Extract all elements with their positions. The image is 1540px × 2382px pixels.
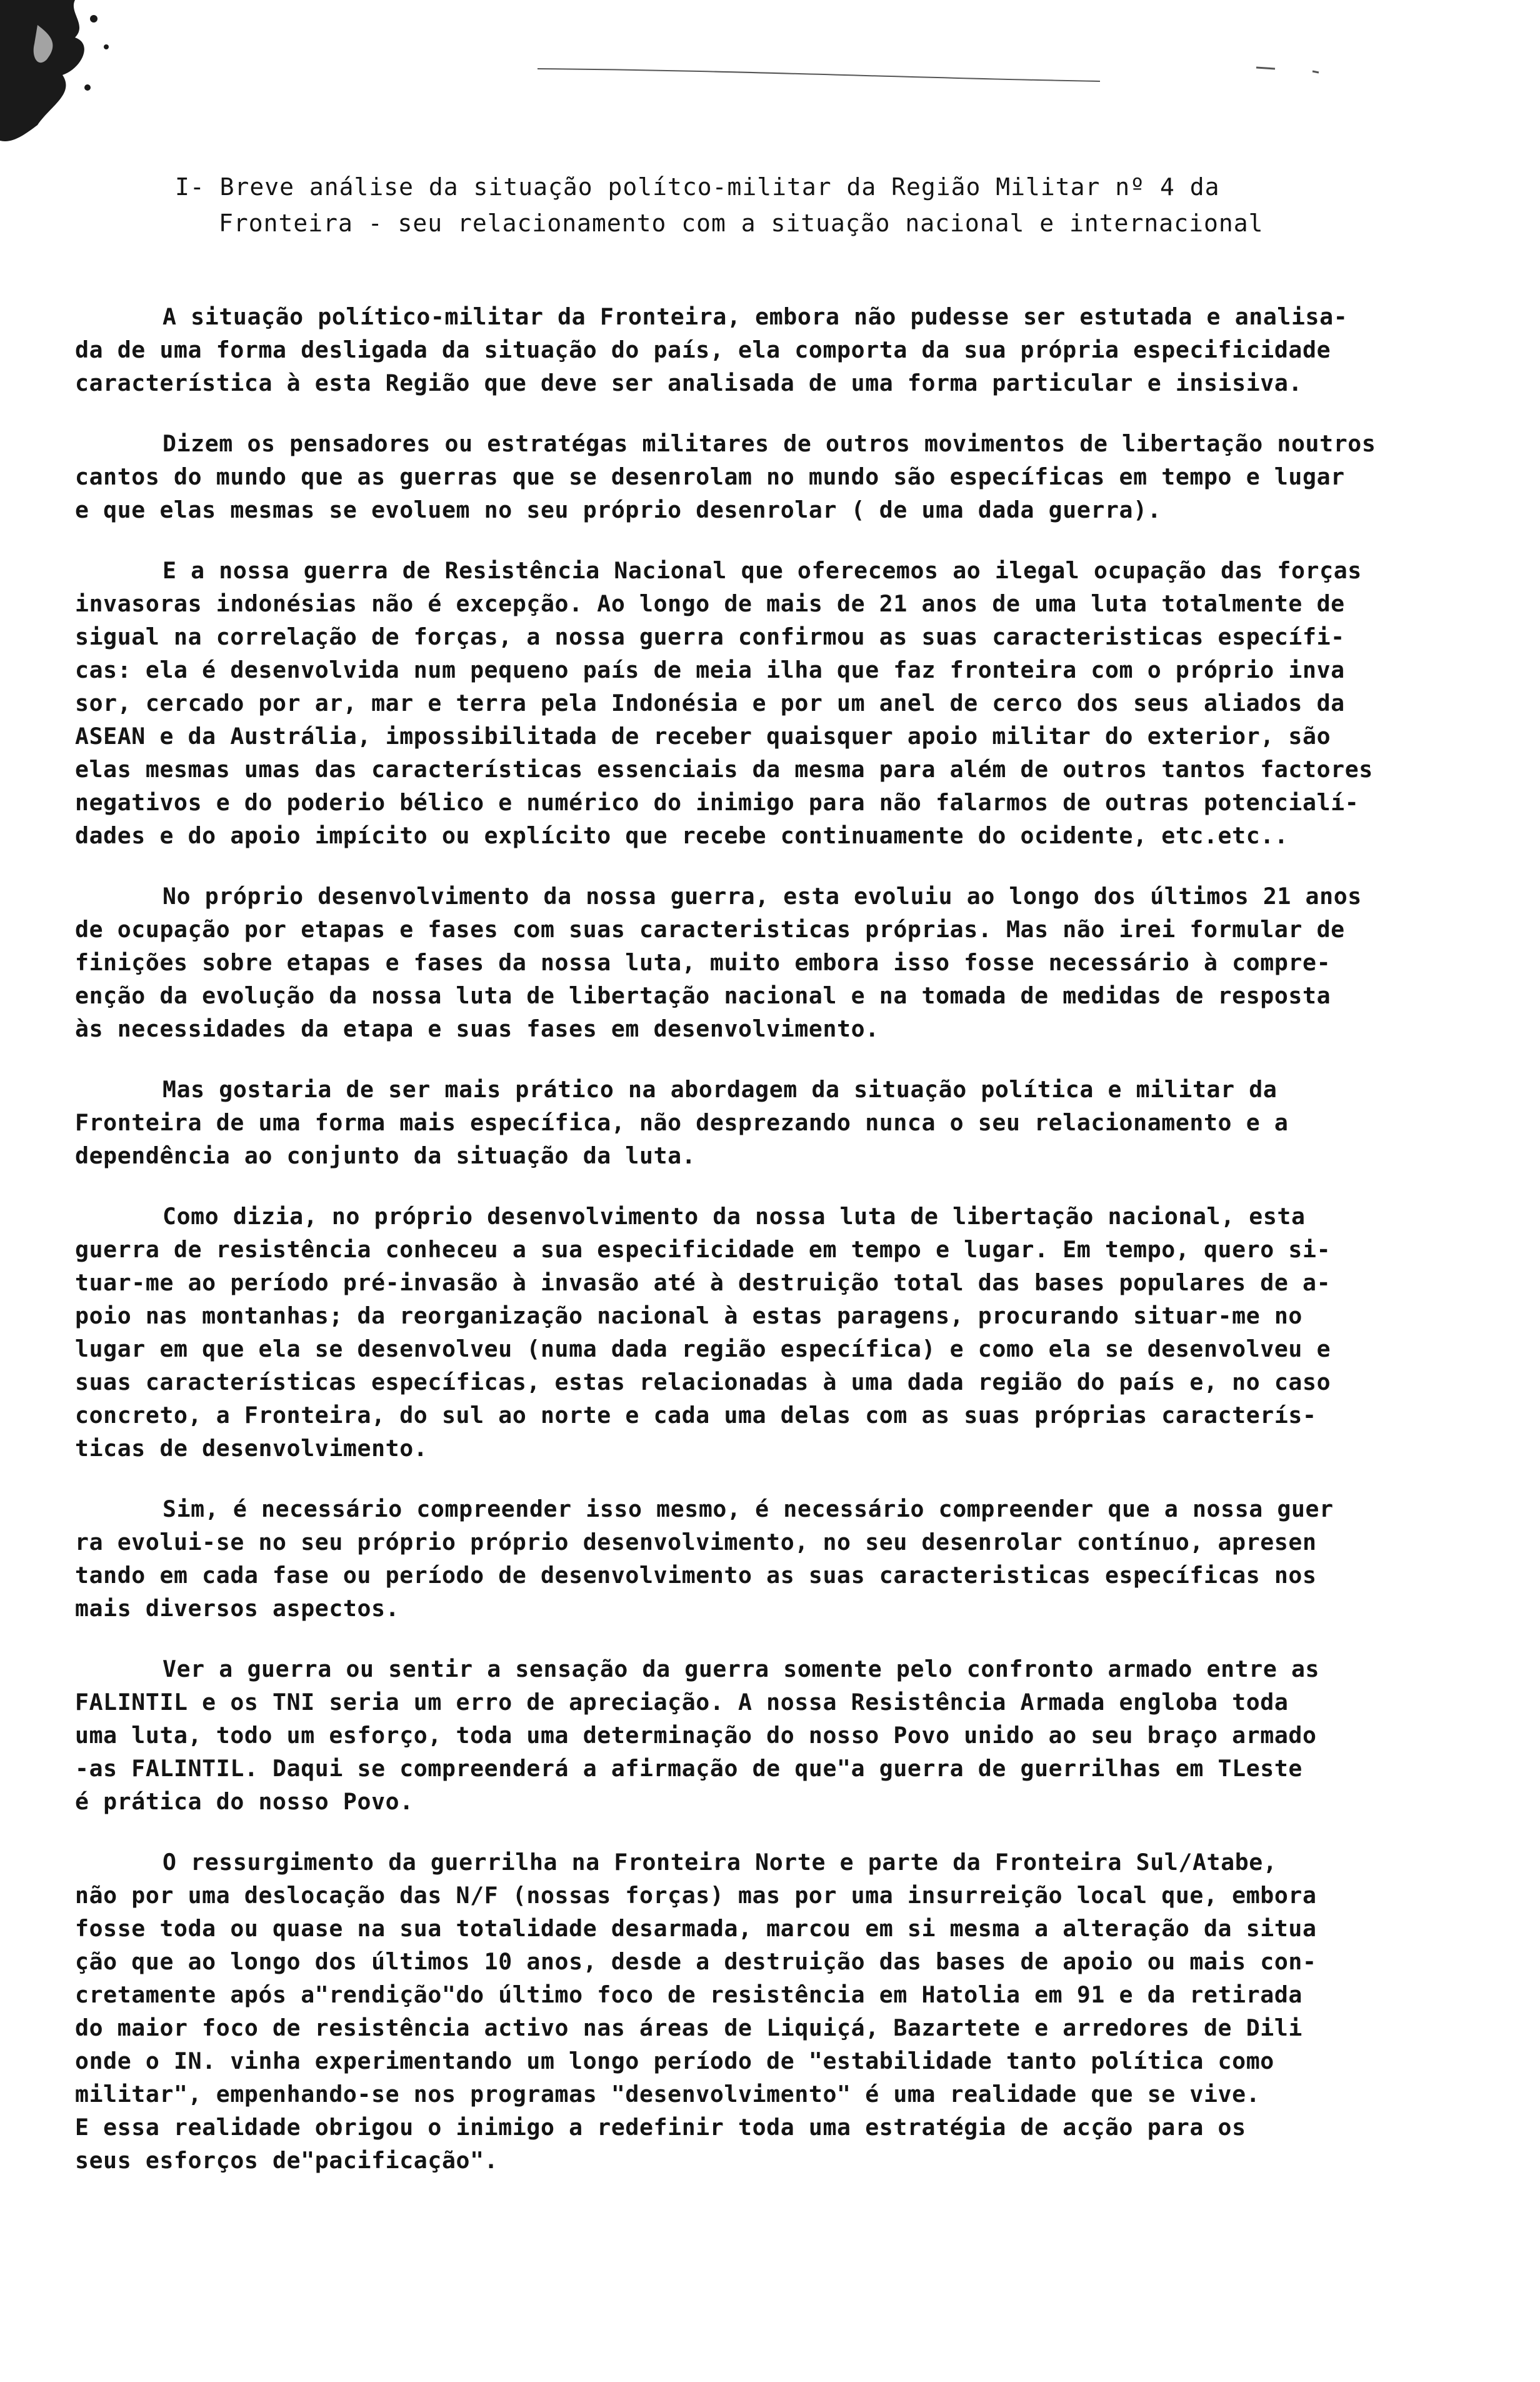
paragraph (75, 554, 1481, 852)
heading-line-2: Fronteira - seu relacionamento com a situação nacional e internacional (219, 209, 1264, 237)
text-line: FALINTIL e os TNI seria um erro de apreciação. A nossa Resistência Armada engloba toda (75, 1689, 1289, 1716)
text-line: cas: ela é desenvolvida num pequeno país de meia ilha que faz fronteira com o próprio inva (75, 656, 1345, 683)
heading-line-1: I- Breve análise da situação polítco-militar da Região Militar nº 4 da (175, 173, 1220, 201)
paragraph (75, 1200, 1481, 1465)
text-line: tuar-me ao período pré-invasão à invasão até à destruição total das bases populares de a- (75, 1269, 1331, 1296)
text-line: não por uma deslocação das N/F (nossas forças) mas por uma insurreição local que, embora (75, 1882, 1317, 1909)
text-line: concreto, a Fronteira, do sul ao norte e cada uma delas com as suas próprias caracterís- (75, 1402, 1317, 1429)
text-line: Sim, é necessário compreender isso mesmo, é necessário compreender que a nossa guer (162, 1495, 1334, 1522)
text-line: finições sobre etapas e fases da nossa luta, muito embora isso fosse necessário à compre- (75, 949, 1331, 976)
text-line: característica à esta Região que deve ser analisada de uma forma particular e insisiva. (75, 369, 1303, 396)
text-line: Ver a guerra ou sentir a sensação da guerra somente pelo confronto armado entre as (162, 1656, 1320, 1682)
text-line: O ressurgimento da guerrilha na Fronteira Norte e parte da Fronteira Sul/Atabe, (162, 1849, 1278, 1876)
text-line: fosse toda ou quase na sua totalidade desarmada, marcou em si mesma a alteração da situa (75, 1915, 1317, 1942)
text-line: tando em cada fase ou período de desenvolvimento as suas caracteristicas específicas nos (75, 1562, 1317, 1589)
paragraph (75, 1492, 1481, 1625)
text-line: mais diversos aspectos. (75, 1595, 400, 1622)
text-line: militar", empenhando-se nos programas "desenvolvimento" é uma realidade que se vive. (75, 2081, 1261, 2108)
ink-smudge (0, 0, 119, 144)
text-line: -as FALINTIL. Daqui se compreenderá a afirmação de que"a guerra de guerrilhas em TLeste (75, 1755, 1303, 1782)
text-line: e que elas mesmas se evoluem no seu próprio desenrolar ( de uma dada guerra). (75, 496, 1162, 523)
text-line: No próprio desenvolvimento da nossa guerra, esta evoluiu ao longo dos últimos 21 anos (162, 883, 1362, 910)
scratch-mark (538, 63, 1350, 88)
text-line: ção que ao longo dos últimos 10 anos, desde a destruição das bases de apoio ou mais con- (75, 1948, 1317, 1975)
text-line: onde o IN. vinha experimentando um longo período de "estabilidade tanto política como (75, 2048, 1274, 2074)
text-line: lugar em que ela se desenvolveu (numa dada região específica) e como ela se desenvolveu e (75, 1335, 1331, 1362)
paragraph (75, 1652, 1481, 1818)
text-line: cantos do mundo que as guerras que se desenrolam no mundo são específicas em tempo e lugar (75, 463, 1345, 490)
text-line: uma luta, todo um esforço, toda uma determinação do nosso Povo unido ao seu braço armado (75, 1722, 1317, 1749)
text-line: E essa realidade obrigou o inimigo a redefinir toda uma estratégia de acção para os (75, 2114, 1246, 2141)
text-line: do maior foco de resistência activo nas áreas de Liquiçá, Bazartete e arredores de Dili (75, 2014, 1303, 2041)
text-line: sor, cercado por ar, mar e terra pela Indonésia e por um anel de cerco dos seus aliados da (75, 690, 1345, 716)
paragraph (75, 300, 1481, 400)
text-line: poio nas montanhas; da reorganização nacional à estas paragens, procurando situar-me no (75, 1302, 1303, 1329)
text-line: elas mesmas umas das características essenciais da mesma para além de outros tantos factores (75, 756, 1373, 783)
text-line: ra evolui-se no seu próprio próprio desenvolvimento, no seu desenrolar contínuo, apresen (75, 1529, 1317, 1555)
text-line: da de uma forma desligada da situação do país, ela comporta da sua própria especificidade (75, 336, 1331, 363)
text-line: sigual na correlação de forças, a nossa guerra confirmou as suas caracteristicas específi- (75, 623, 1345, 650)
text-line: Mas gostaria de ser mais prático na abordagem da situação política e militar da (162, 1076, 1278, 1103)
text-line: A situação político-militar da Fronteira, embora não pudesse ser estutada e analisa- (162, 303, 1348, 330)
text-line: dependência ao conjunto da situação da luta. (75, 1142, 696, 1169)
text-line: às necessidades da etapa e suas fases em desenvolvimento. (75, 1015, 879, 1042)
paragraph (75, 1073, 1481, 1172)
text-line: Dizem os pensadores ou estratégas militares de outros movimentos de libertação noutros (162, 430, 1376, 457)
paragraph (75, 1846, 1481, 2177)
text-line: E a nossa guerra de Resistência Nacional que oferecemos ao ilegal ocupação das forças (162, 557, 1362, 584)
text-line: negativos e do poderio bélico e numérico do inimigo para não falarmos de outras potencialí- (75, 789, 1359, 816)
text-line: de ocupação por etapas e fases com suas caracteristicas próprias. Mas não irei formular de (75, 916, 1345, 943)
text-line: enção da evolução da nossa luta de libertação nacional e na tomada de medidas de resposta (75, 982, 1331, 1009)
text-line: dades e do apoio impícito ou explícito que recebe continuamente do ocidente, etc.etc.. (75, 822, 1289, 849)
text-line: ASEAN e da Austrália, impossibilitada de receber quaisquer apoio militar do exterior, são (75, 723, 1331, 750)
text-line: cretamente após a"rendição"do último foco de resistência em Hatolia em 91 e da retirada (75, 1981, 1303, 2008)
text-line: Fronteira de uma forma mais específica, não desprezando nunca o seu relacionamento e a (75, 1109, 1289, 1136)
document-heading (175, 169, 1362, 241)
paragraph (75, 880, 1481, 1045)
document-body (75, 300, 1481, 2204)
text-line: invasoras indonésias não é excepção. Ao longo de mais de 21 anos de uma luta totalmente de (75, 590, 1345, 617)
text-line: ticas de desenvolvimento. (75, 1435, 428, 1462)
text-line: é prática do nosso Povo. (75, 1788, 414, 1815)
text-line: suas características específicas, estas relacionadas à uma dada região do país e, no caso (75, 1369, 1331, 1395)
paragraph (75, 427, 1481, 526)
text-line: Como dizia, no próprio desenvolvimento da nossa luta de libertação nacional, esta (162, 1203, 1306, 1230)
text-line: guerra de resistência conheceu a sua especificidade em tempo e lugar. Em tempo, quero si- (75, 1236, 1331, 1263)
text-line: seus esforços de"pacificação". (75, 2147, 499, 2174)
